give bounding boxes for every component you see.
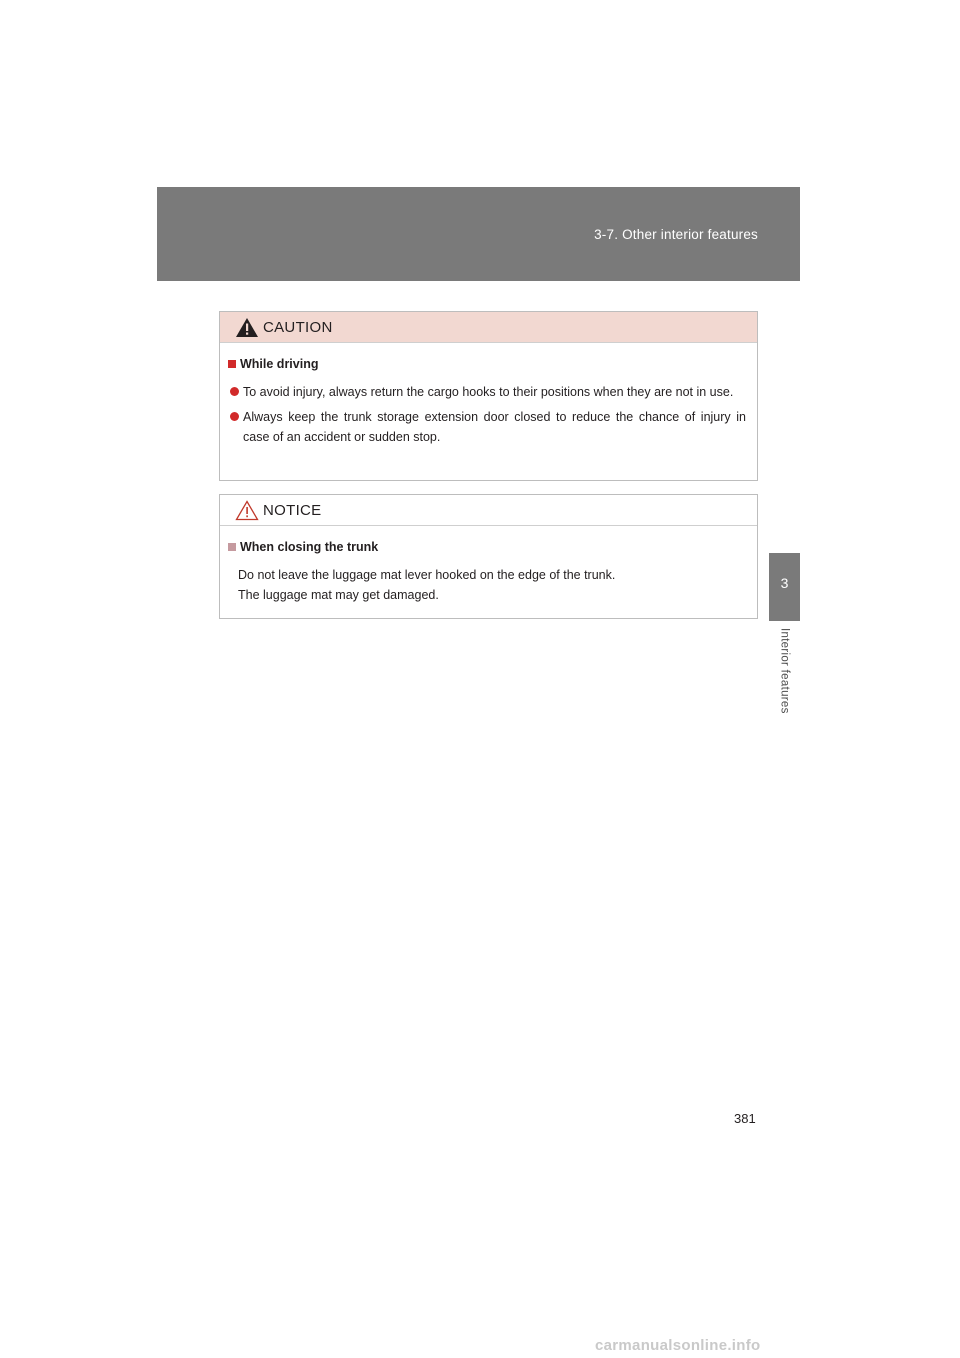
notice-label: NOTICE	[263, 501, 322, 519]
notice-topic-text: When closing the trunk	[240, 540, 379, 554]
watermark: carmanualsonline.info	[595, 1337, 761, 1354]
caution-box	[219, 311, 758, 481]
chapter-label: Interior features	[778, 628, 791, 714]
chapter-label-container	[769, 628, 800, 738]
notice-box	[219, 494, 758, 619]
notice-topic	[228, 540, 749, 554]
chapter-tab	[769, 553, 800, 621]
list-item	[228, 407, 749, 447]
notice-line: The luggage mat may get damaged.	[238, 588, 439, 602]
caution-label: CAUTION	[263, 318, 333, 336]
notice-header	[220, 495, 757, 526]
caution-topic-text: While driving	[240, 357, 319, 371]
list-item-text: To avoid injury, always return the cargo hooks to their positions when they are not in use.	[243, 385, 734, 399]
caution-topic	[228, 357, 749, 371]
circle-bullet-icon	[230, 412, 239, 421]
warning-triangle-icon	[235, 317, 259, 338]
square-bullet-icon	[228, 543, 236, 551]
square-bullet-icon	[228, 360, 236, 368]
circle-bullet-icon	[230, 387, 239, 396]
page-number: 381	[734, 1111, 756, 1126]
notice-line: Do not leave the luggage mat lever hooked on the edge of the trunk.	[238, 568, 616, 582]
list-item	[228, 382, 749, 402]
warning-triangle-outline-icon	[235, 500, 259, 521]
caution-header	[220, 312, 757, 343]
section-header-band	[157, 187, 800, 281]
section-title: 3-7. Other interior features	[594, 227, 758, 242]
chapter-number: 3	[780, 575, 789, 591]
list-item-text: Always keep the trunk storage extension door closed to reduce the chance of injury in case of an accident or sudden stop.	[243, 410, 746, 444]
